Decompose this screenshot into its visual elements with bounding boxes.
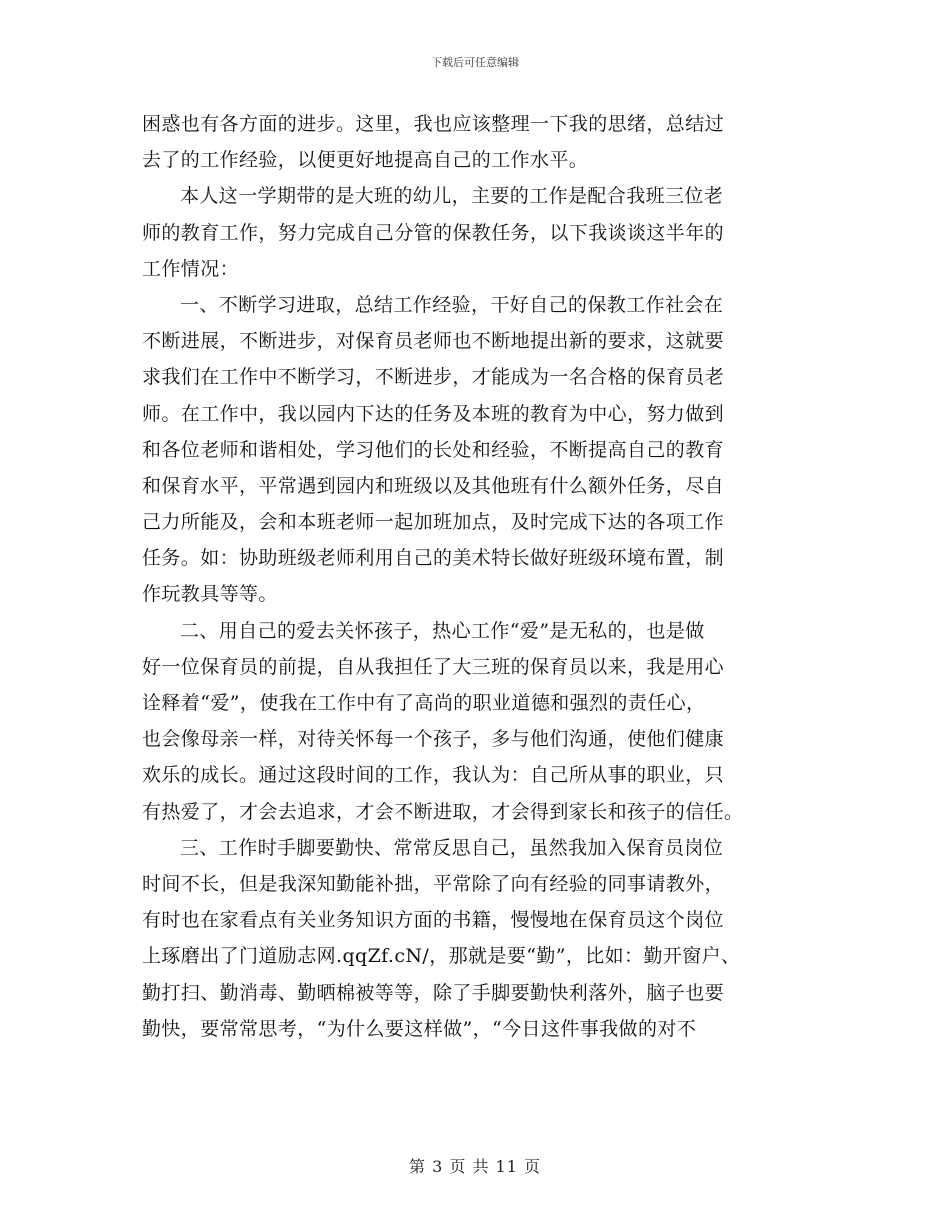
text-line: 去了的工作经验，以便更好地提高自己的工作水平。 — [142, 149, 589, 172]
text-line: 困惑也有各方面的进步。这里，我也应该整理一下我的思绪，总结过 — [142, 113, 725, 135]
text-line: 勤打扫、勤消毒、勤晒棉被等等，除了手脚要勤快利落外，脑子也要 — [142, 981, 725, 1004]
page-header: 下载后可任意编辑 — [431, 56, 519, 69]
text-line: 求我们在工作中不断学习，不断进步，才能成为一名合格的保育员老 — [142, 366, 725, 389]
text-line: 己力所能及，会和本班老师一起加班加点，及时完成下达的各项工作 — [142, 511, 725, 534]
text-line: 任务。如：协助班级老师利用自己的美术特长做好班级环境布置，制 — [142, 547, 725, 570]
text-line: 作玩教具等等。 — [142, 583, 278, 606]
section-one-heading-line: 一、不断学习进取，总结工作经验，干好自己的保教工作社会在 — [180, 293, 724, 316]
text-line: 也会像母亲一样，对待关怀每一个孩子，多与他们沟通，使他们健康 — [142, 728, 725, 751]
text-line: 有热爱了，才会去追求，才会不断进取，才会得到家长和孩子的信任。 — [142, 800, 744, 823]
text-line: 工作情况： — [142, 257, 240, 280]
text-line: 诠释着“爱”，使我在工作中有了高尚的职业道德和强烈的责任心， — [142, 692, 706, 714]
text-line: 和保育水平，平常遇到园内和班级以及其他班有什么额外任务，尽自 — [142, 474, 725, 497]
text-line: 欢乐的成长。通过这段时间的工作，我认为：自己所从事的职业，只 — [142, 764, 725, 787]
paragraph-start-line: 本人这一学期带的是大班的幼儿，主要的工作是配合我班三位老 — [180, 185, 724, 208]
section-three-heading-line: 三、工作时手脚要勤快、常常反思自己，虽然我加入保育员岗位 — [180, 836, 724, 859]
text-line: 师。在工作中，我以园内下达的任务及本班的教育为中心，努力做到 — [142, 402, 725, 425]
section-two-heading-line: 二、用自己的爱去关怀孩子，热心工作“爱”是无私的，也是做 — [180, 619, 705, 642]
text-line: 好一位保育员的前提，自从我担任了大三班的保育员以来，我是用心 — [142, 655, 725, 678]
text-line: 有时也在家看点有关业务知识方面的书籍，慢慢地在保育员这个岗位 — [142, 909, 725, 932]
text-line: 上琢磨出了门道励志网.qqZf.cN/，那就是要“勤”，比如：勤开窗户、 — [142, 945, 741, 968]
text-line: 不断进展，不断进步，对保育员老师也不断地提出新的要求，这就要 — [142, 330, 725, 353]
page-footer: 第 3 页 共 11 页 — [409, 1157, 541, 1176]
text-line: 时间不长，但是我深知勤能补拙，平常除了向有经验的同事请教外， — [142, 872, 725, 895]
body-text — [142, 106, 822, 1047]
text-line: 勤快，要常常思考，“为什么要这样做”，“今日这件事我做的对不 — [142, 1017, 697, 1040]
text-line: 师的教育工作，努力完成自己分管的保教任务，以下我谈谈这半年的 — [142, 221, 725, 244]
text-line: 和各位老师和谐相处，学习他们的长处和经验，不断提高自己的教育 — [142, 438, 725, 461]
